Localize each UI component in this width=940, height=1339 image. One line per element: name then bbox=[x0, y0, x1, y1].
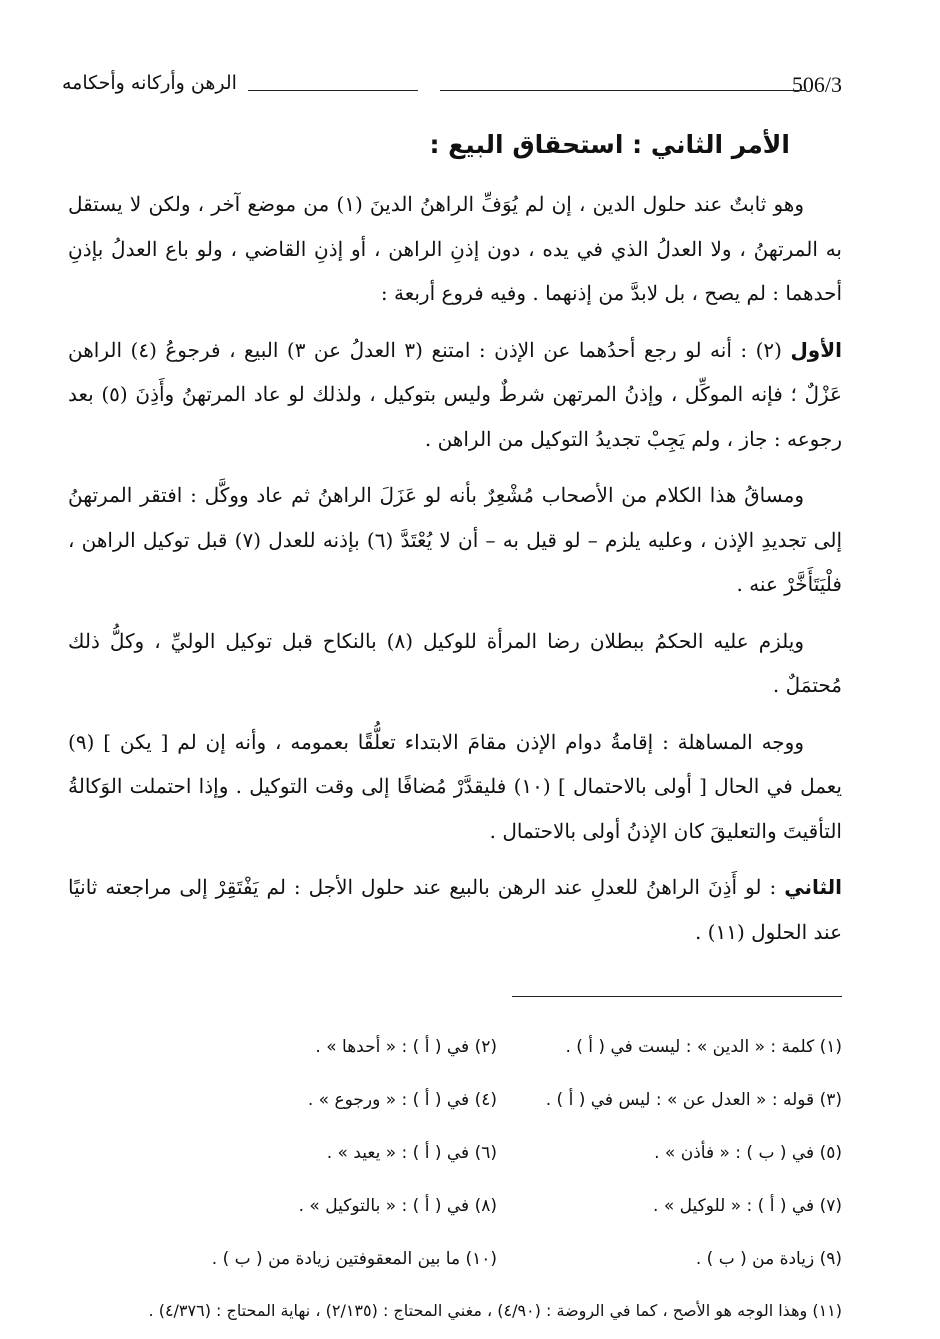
footnote: (٨) في ( أ ) : « بالتوكيل » . bbox=[298, 1195, 497, 1216]
paragraph: وهو ثابتٌ عند حلول الدين ، إن لم يُوَفِّ الراهنُ الدينَ (١) من موضع آخر ، ولكن لا يستقل به المرتهنُ ، ولا العدلُ الذي في يده ، دون إذنِ الراهن ، أو إذنِ القاضي ، ولو باع العدلُ بإذنِ أحدهما : لم يصح ، بل لابدَّ من إذنهما . وفيه فروع أربعة : bbox=[68, 192, 842, 305]
paragraph: ومساقُ هذا الكلام من الأصحاب مُشْعِرٌ بأنه لو عَزَلَ الراهنُ ثم عاد ووكَّل : افتقر المرتهنُ إلى تجديدِ الإذن ، وعليه يلزم – لو قيل به – أن لا يُعْتَدَّ (٦) بإذنه للعدل (٧) قبل توكيل الراهن ، فلْيَتَأَخَّرْ عنه . bbox=[68, 483, 842, 596]
lead-word: الثاني bbox=[784, 875, 842, 899]
running-title: الرهن وأركانه وأحكامه bbox=[62, 72, 237, 94]
footnote-separator bbox=[512, 996, 842, 997]
paragraph: ووجه المساهلة : إقامةُ دوام الإذن مقامَ الابتداء تعلُّقًا بعمومه ، وأنه إن لم [ يكن ] (٩) يعمل في الحال [ أولى بالاحتمال ] (١٠) فليقدَّرْ مُضافًا إلى وقت التوكيل . وإذا احتملت الوَكالةُ التأقيتَ والتعليقَ كان الإذنُ أولى بالاحتمال . bbox=[68, 729, 842, 843]
lead-word: الأول bbox=[790, 337, 842, 362]
footnotes bbox=[68, 1020, 842, 1335]
footnote: (٤) في ( أ ) : « ورجوع » . bbox=[307, 1089, 497, 1110]
footnote-row bbox=[68, 1232, 842, 1285]
footnote: (١٠) ما بين المعقوفتين زيادة من ( ب ) . bbox=[211, 1248, 497, 1269]
footnote-row bbox=[68, 1020, 842, 1073]
paragraph-text: (٢) : أنه لو رجع أحدُهما عن الإذن : امتنع (٣ العدلُ عن ٣) البيع ، فرجوعُ (٤) الراهن عَزْلٌ ؛ فإنه الموكِّل ، وإذنُ المرتهن شرطٌ وليس بتوكيل ، ولذلك لو عاد المرتهنُ وأَذِنَ (٥) بعد رجوعه : جاز ، ولم يَجِبْ تجديدُ التوكيل من الراهن . bbox=[68, 337, 842, 451]
header-rule bbox=[440, 90, 805, 91]
footnote: (٣) قوله : « العدل عن » : ليس في ( أ ) . bbox=[545, 1089, 842, 1110]
paragraph bbox=[68, 865, 842, 954]
footnote: (٥) في ( ب ) : « فأذن » . bbox=[654, 1142, 842, 1163]
paragraph: ويلزم عليه الحكمُ ببطلان رضا المرأة للوكيل (٨) بالنكاح قبل توكيل الوليِّ ، وكلُّ ذلك مُحتمَلٌ . bbox=[68, 628, 842, 697]
page-header bbox=[62, 68, 842, 108]
footnote-row bbox=[68, 1073, 842, 1126]
footnote-row bbox=[68, 1179, 842, 1232]
page-number: 506/3 bbox=[791, 72, 842, 97]
paragraph bbox=[68, 328, 842, 462]
paragraph-text: : لو أَذِنَ الراهنُ للعدلِ عند الرهن بالبيع عند حلول الأجل : لم يَفْتَقِرْ إلى مراجعته ثانيًا عند الحلول (١١) . bbox=[68, 875, 842, 944]
footnote: (٧) في ( أ ) : « للوكيل » . bbox=[653, 1195, 842, 1216]
header-rule bbox=[248, 90, 418, 91]
footnote: (١) كلمة : « الدين » : ليست في ( أ ) . bbox=[565, 1036, 842, 1057]
body-text bbox=[68, 182, 842, 966]
footnote: (٦) في ( أ ) : « يعيد » . bbox=[326, 1142, 497, 1163]
footnote-row bbox=[68, 1126, 842, 1179]
footnote: (١١) وهذا الوجه هو الأصح ، كما في الروضة : (٤/٩٠) ، مغني المحتاج : (٢/١٣٥) ، نهاية المحتاج : (٤/٣٧٦) . bbox=[148, 1300, 842, 1320]
section-title: الأمر الثاني : استحقاق البيع : bbox=[429, 130, 790, 159]
footnote: (٩) زيادة من ( ب ) . bbox=[695, 1248, 842, 1269]
footnote: (٢) في ( أ ) : « أحدها » . bbox=[315, 1036, 497, 1057]
